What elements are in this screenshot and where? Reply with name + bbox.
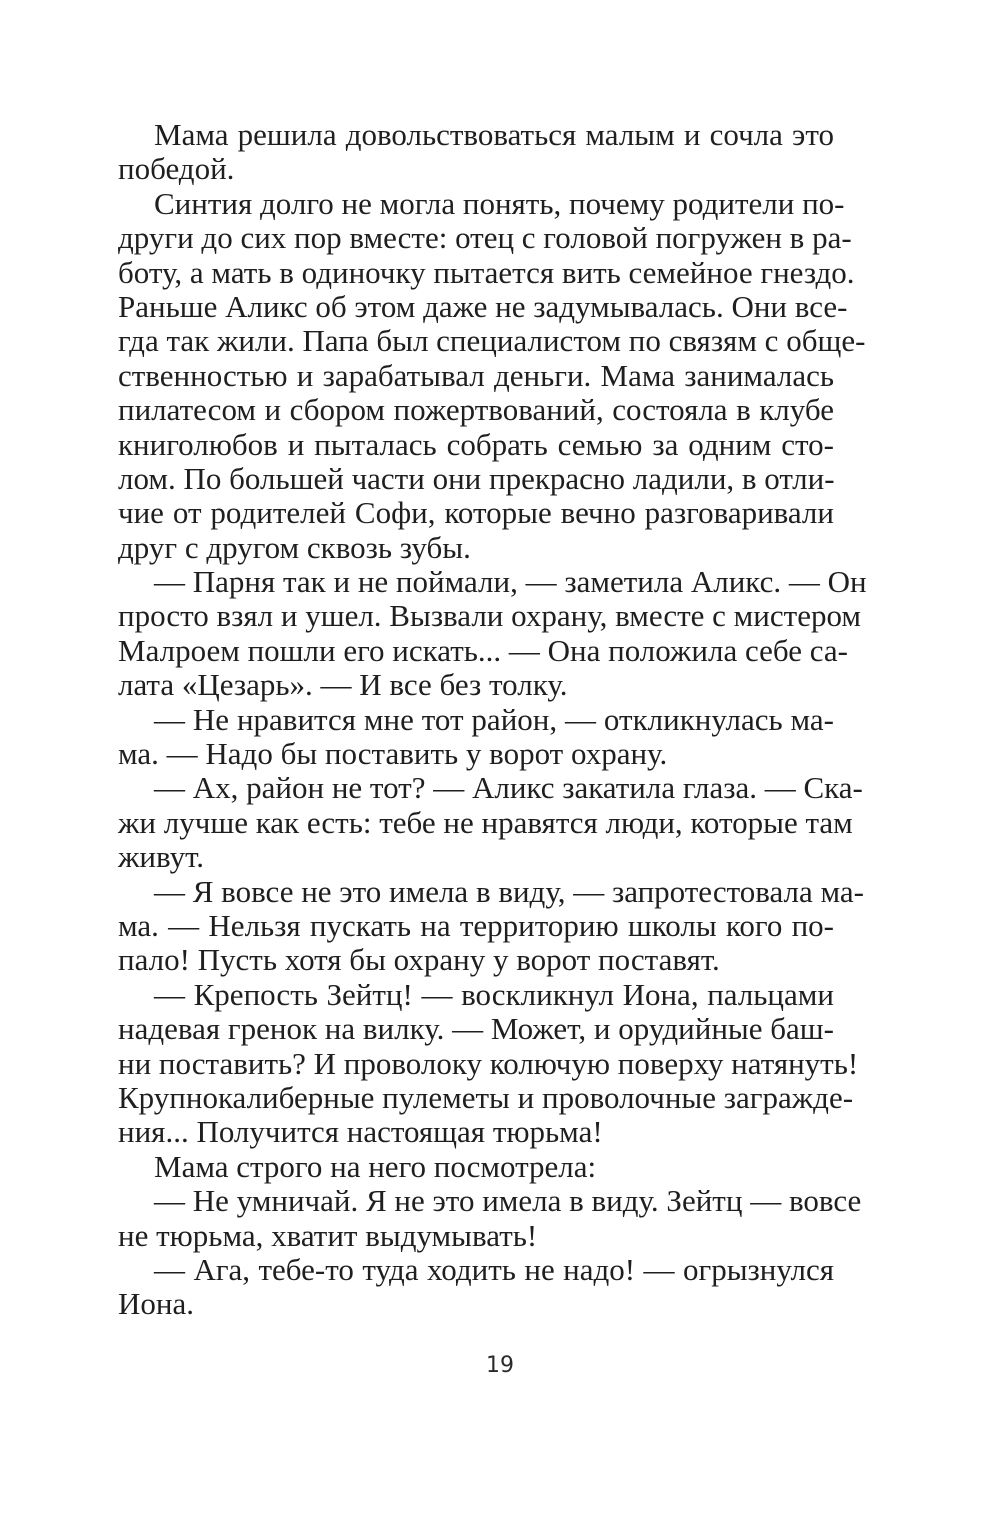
text-line: Мама решила довольствоваться малым и сочла это [154,117,834,152]
text-line: пало! Пусть хотя бы охрану у ворот поставят. [118,942,720,978]
text-line: не тюрьма, хватит выдумывать! [118,1217,538,1253]
text-line: жи лучше как есть: тебе не нравятся люди, которые там [118,804,853,840]
text-line: победой. [118,151,235,187]
text-line: ни поставить? И проволоку колючую поверху натянуть! [118,1045,859,1081]
text-line: книголюбов и пыталась собрать семью за одним сто- [118,426,834,462]
text-line: надевая гренок на вилку. — Может, и орудийные баш- [118,1011,834,1047]
text-line: лата «Цезарь». — И все без толку. [118,667,568,703]
page-number: 19 [486,1353,514,1378]
text-line: гда так жили. Папа был специалистом по связям с обще- [118,323,866,359]
text-line: — Ага, тебе-то туда ходить не надо! — огрызнулся [154,1251,834,1287]
text-line: ма. — Нельзя пускать на территорию школы кого по- [118,907,834,943]
text-line: лом. По большей части они прекрасно ладили, в отли- [118,460,835,496]
text-line: чие от родителей Софи, которые вечно разговаривали [118,495,834,531]
text-line: Крупнокалиберные пулеметы и проволочные загражде- [118,1079,854,1115]
text-line: живут. [118,839,205,875]
text-line: — Не нравится мне тот район, — откликнулась ма- [154,701,834,737]
text-line: просто взял и ушел. Вызвали охрану, вместе с мистером [118,598,861,634]
text-line: Малроем пошли его искать... — Она положила себе са- [118,632,848,668]
text-line: — Не умничай. Я не это имела в виду. Зейтц — вовсе [154,1183,862,1219]
text-line: Иона. [118,1286,194,1322]
text-line: — Ах, район не тот? — Аликс закатила глаза. — Ска- [154,770,863,806]
text-line: ния... Получится настоящая тюрьма! [118,1114,603,1150]
text-line: боту, а мать в одиночку пытается вить семейное гнездо. [118,254,855,290]
text-line: — Я вовсе не это имела в виду, — запротестовала ма- [154,873,864,909]
text-line: Мама строго на него посмотрела: [154,1148,597,1184]
text-line: други до сих пор вместе: отец с головой погружен в ра- [118,220,852,256]
body-text [118,117,867,1322]
text-line: друг с другом сквозь зубы. [118,529,471,565]
text-line: ма. — Надо бы поставить у ворот охрану. [118,736,668,772]
text-line: пилатесом и сбором пожертвований, состояла в клубе [118,392,834,428]
text-line: Синтия долго не могла понять, почему родители по- [154,185,845,221]
text-line: — Парня так и не поймали, — заметила Аликс. — Он [154,564,867,600]
text-line: — Крепость Зейтц! — воскликнул Иона, пальцами [154,976,834,1012]
text-line: ственностью и зарабатывал деньги. Мама занималась [118,357,834,393]
text-line: Раньше Аликс об этом даже не задумывалась. Они все- [118,288,848,324]
